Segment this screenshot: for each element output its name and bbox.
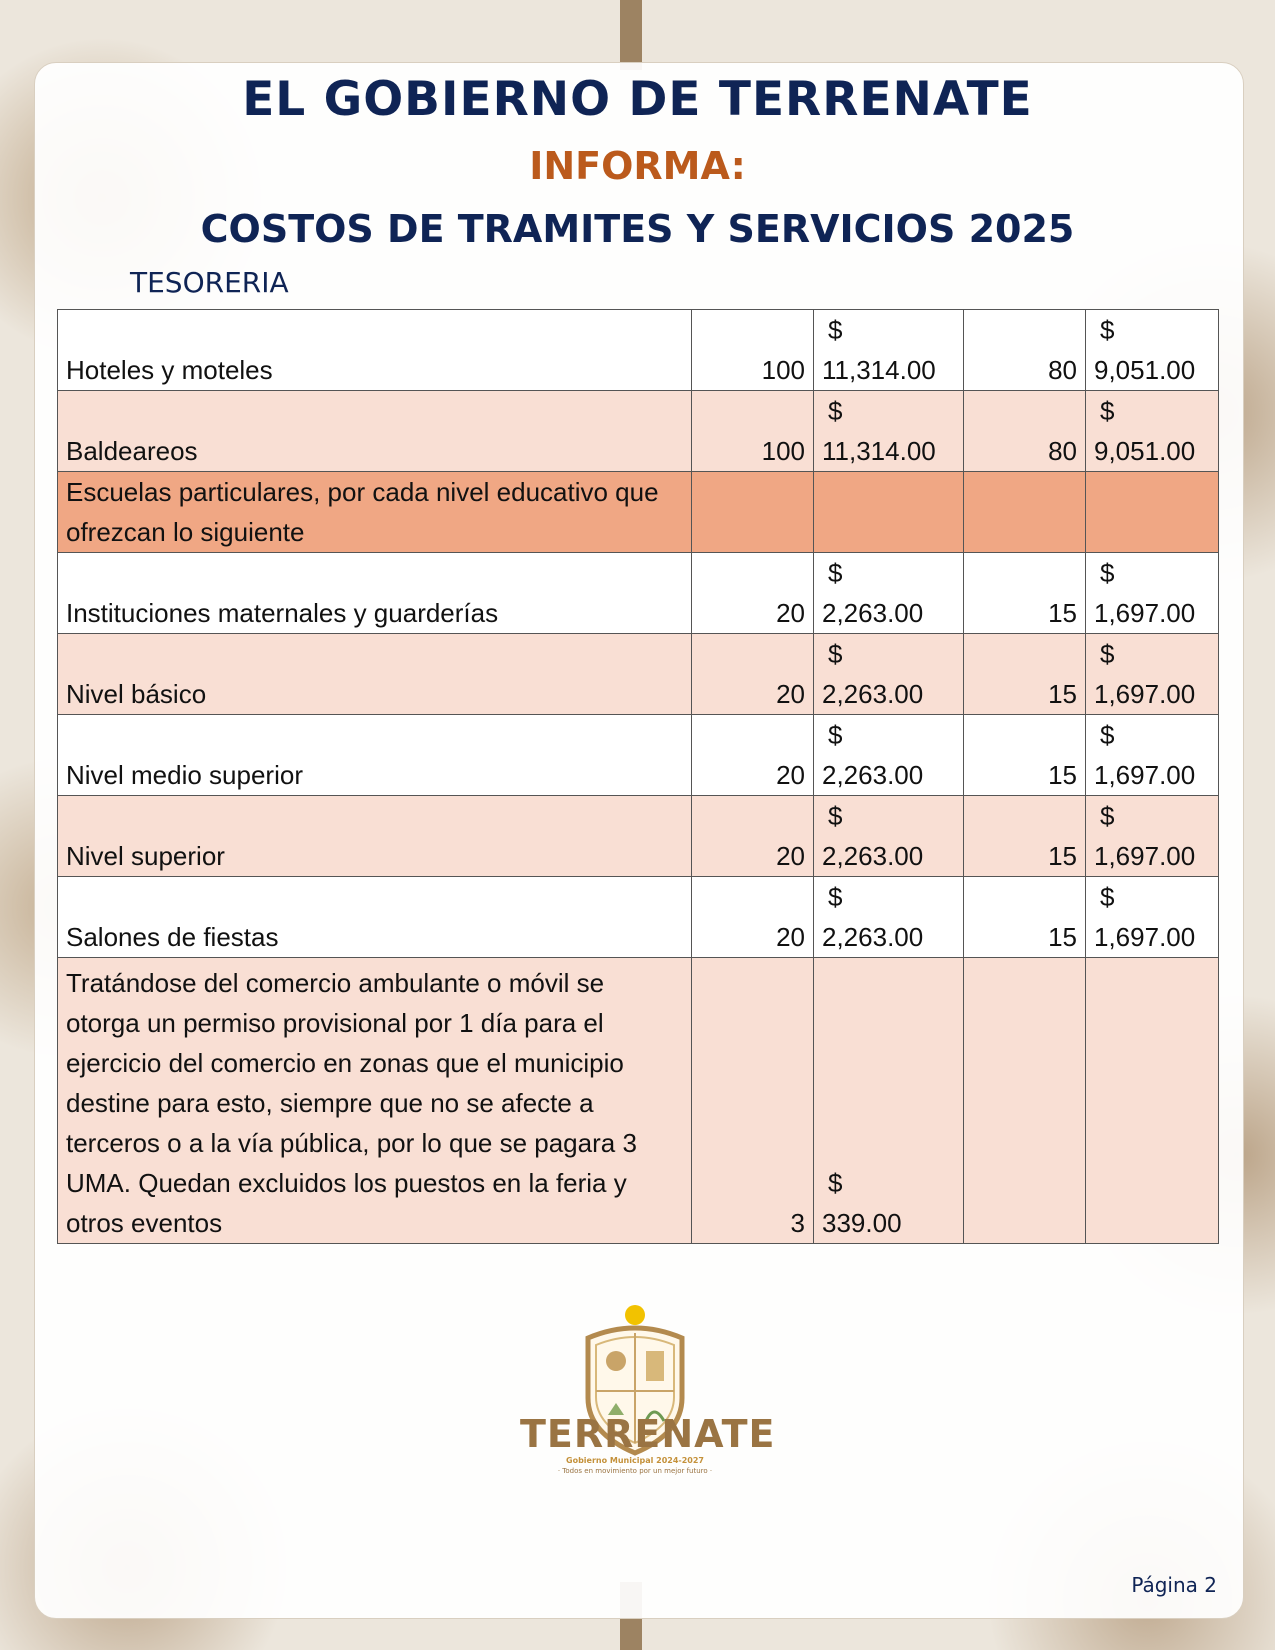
logo-motto: · Todos en movimiento por un mejor futuro ·	[557, 1467, 713, 1475]
currency-symbol: $	[828, 801, 843, 831]
amount: 2,263.00	[822, 922, 924, 952]
currency-symbol: $	[828, 558, 843, 588]
table-row	[58, 958, 1219, 1244]
cost-discount-cell	[1086, 553, 1219, 634]
amount: 2,263.00	[822, 679, 924, 709]
currency-symbol: $	[828, 882, 843, 912]
cost-discount-cell	[1086, 634, 1219, 715]
uma-discount-cell: 80	[964, 391, 1086, 472]
table-row	[58, 391, 1219, 472]
currency-symbol: $	[1100, 801, 1115, 831]
concept-cell: Hoteles y moteles	[58, 310, 692, 391]
empty-cell	[692, 472, 814, 553]
amount: 339.00	[822, 1208, 902, 1238]
table-row	[58, 715, 1219, 796]
uma-cell: 3	[692, 958, 814, 1244]
cost-discount-cell	[1086, 715, 1219, 796]
concept-cell: Tratándose del comercio ambulante o móvil se otorga un permiso provisional por 1 día para el ejercicio del comercio en zonas que el municipio destine para esto, siempre que no se afecte a terceros o a la vía pública, por lo que se pagara 3 UMA. Quedan excluidos los puestos en la feria y otros eventos	[58, 958, 692, 1244]
currency-symbol: $	[1100, 558, 1115, 588]
amount: 1,697.00	[1094, 841, 1196, 871]
amount: 2,263.00	[822, 598, 924, 628]
cost-discount-cell	[1086, 391, 1219, 472]
uma-discount-cell: 15	[964, 634, 1086, 715]
cost-discount-cell	[1086, 877, 1219, 958]
section-label: TESORERIA	[130, 266, 289, 299]
fees-table	[57, 309, 1219, 1244]
cost-cell	[814, 310, 964, 391]
cost-cell	[814, 796, 964, 877]
cost-cell	[814, 877, 964, 958]
concept-cell: Salones de fiestas	[58, 877, 692, 958]
amount: 11,314.00	[822, 436, 936, 466]
table-row	[58, 877, 1219, 958]
uma-cell: 100	[692, 391, 814, 472]
cost-cell	[814, 715, 964, 796]
amount: 11,314.00	[822, 355, 936, 385]
currency-symbol: $	[828, 1168, 843, 1198]
currency-symbol: $	[1100, 396, 1115, 426]
amount: 1,697.00	[1094, 760, 1196, 790]
cost-discount-cell	[1086, 310, 1219, 391]
logo-wordmark: TERRENATE	[520, 1412, 776, 1456]
cost-cell	[814, 958, 964, 1244]
currency-symbol: $	[828, 720, 843, 750]
table-row	[58, 796, 1219, 877]
currency-symbol: $	[1100, 315, 1115, 345]
currency-symbol: $	[828, 639, 843, 669]
uma-cell: 20	[692, 715, 814, 796]
page-title: EL GOBIERNO DE TERRENATE	[242, 72, 1033, 127]
empty-cell	[1086, 472, 1219, 553]
category-cell: Escuelas particulares, por cada nivel educativo que ofrezcan lo siguiente	[58, 472, 692, 553]
empty-cell	[964, 958, 1086, 1244]
amount: 1,697.00	[1094, 598, 1196, 628]
amount: 9,051.00	[1094, 355, 1196, 385]
page-subtitle: INFORMA:	[529, 144, 746, 188]
uma-discount-cell: 15	[964, 553, 1086, 634]
cost-cell	[814, 391, 964, 472]
uma-discount-cell: 15	[964, 877, 1086, 958]
uma-cell: 20	[692, 877, 814, 958]
concept-cell: Nivel medio superior	[58, 715, 692, 796]
uma-discount-cell: 80	[964, 310, 1086, 391]
logo-tagline: Gobierno Municipal 2024-2027	[566, 1456, 704, 1465]
amount: 1,697.00	[1094, 679, 1196, 709]
amount: 2,263.00	[822, 760, 924, 790]
cost-cell	[814, 634, 964, 715]
empty-cell	[1086, 958, 1219, 1244]
page-heading: COSTOS DE TRAMITES Y SERVICIOS 2025	[200, 207, 1075, 251]
concept-cell: Nivel básico	[58, 634, 692, 715]
uma-cell: 20	[692, 796, 814, 877]
amount: 2,263.00	[822, 841, 924, 871]
uma-cell: 20	[692, 634, 814, 715]
concept-cell: Baldeareos	[58, 391, 692, 472]
currency-symbol: $	[828, 315, 843, 345]
uma-cell: 20	[692, 553, 814, 634]
currency-symbol: $	[1100, 720, 1115, 750]
empty-cell	[964, 472, 1086, 553]
page-number: Página 2	[1131, 1573, 1217, 1597]
background-post	[620, 0, 642, 70]
amount: 9,051.00	[1094, 436, 1196, 466]
concept-cell: Instituciones maternales y guarderías	[58, 553, 692, 634]
table-row	[58, 553, 1219, 634]
table-row	[58, 634, 1219, 715]
table-row	[58, 310, 1219, 391]
concept-cell: Nivel superior	[58, 796, 692, 877]
uma-discount-cell: 15	[964, 715, 1086, 796]
uma-discount-cell: 15	[964, 796, 1086, 877]
table-row-category	[58, 472, 1219, 553]
cost-discount-cell	[1086, 796, 1219, 877]
cost-cell	[814, 553, 964, 634]
currency-symbol: $	[828, 396, 843, 426]
empty-cell	[814, 472, 964, 553]
uma-cell: 100	[692, 310, 814, 391]
crown-icon	[625, 1305, 645, 1325]
currency-symbol: $	[1100, 882, 1115, 912]
amount: 1,697.00	[1094, 922, 1196, 952]
currency-symbol: $	[1100, 639, 1115, 669]
